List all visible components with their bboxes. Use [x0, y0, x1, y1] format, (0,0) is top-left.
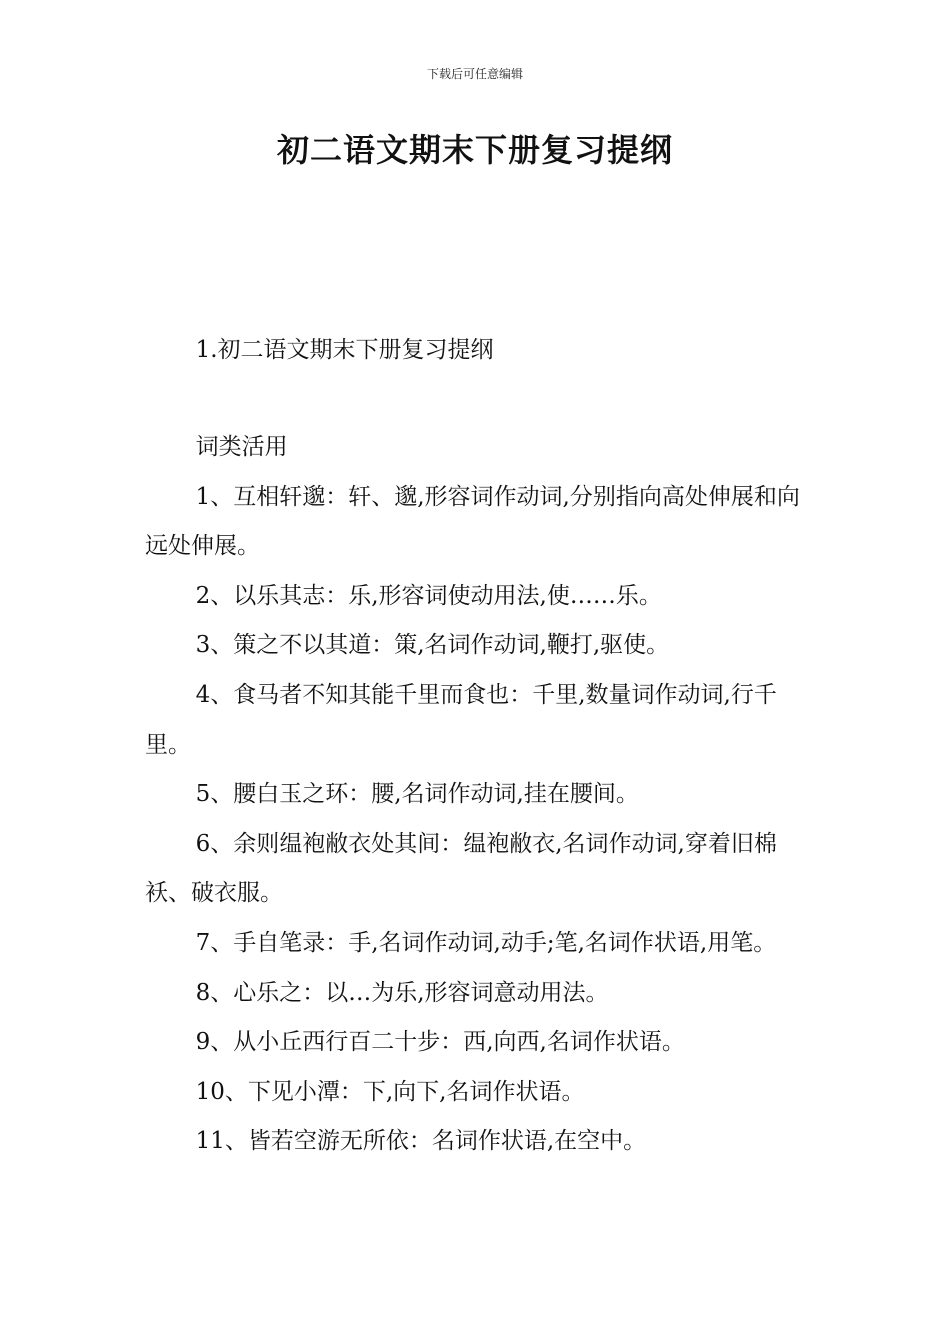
- list-item: 7、手自笔录：手,名词作动词,动手;笔,名词作状语,用笔。: [195, 929, 777, 956]
- list-item: 5、腰白玉之环：腰,名词作动词,挂在腰间。: [195, 781, 639, 808]
- section-heading: 1.初二语文期末下册复习提纲: [195, 337, 494, 363]
- list-item: 6、余则缊袍敝衣处其间：缊袍敝衣,名词作动词,穿着旧棉袄、破衣服。: [145, 830, 777, 907]
- list-item: 3、策之不以其道：策,名词作动词,鞭打,驱使。: [195, 632, 670, 659]
- list-item: 11、皆若空游无所依：名词作状语,在空中。: [195, 1128, 647, 1155]
- list-item: 8、心乐之：以…为乐,形容词意动用法。: [195, 979, 609, 1006]
- page-header-note: 下载后可任意编辑: [426, 67, 523, 81]
- document-title: 初二语文期末下册复习提纲: [276, 131, 673, 169]
- list-item: 9、从小丘西行百二十步：西,向西,名词作状语。: [195, 1029, 685, 1056]
- document-body: [145, 423, 810, 1167]
- list-item: 2、以乐其志：乐,形容词使动用法,使……乐。: [195, 582, 662, 609]
- category-heading: 词类活用: [195, 434, 288, 460]
- list-item: 4、食马者不知其能千里而食也：千里,数量词作动词,行千里。: [145, 681, 777, 758]
- list-item: 1、互相轩邈：轩、邈,形容词作动词,分别指向高处伸展和向远处伸展。: [145, 483, 800, 560]
- list-item: 10、下见小潭：下,向下,名词作状语。: [195, 1078, 585, 1105]
- section-heading-block: [145, 326, 810, 376]
